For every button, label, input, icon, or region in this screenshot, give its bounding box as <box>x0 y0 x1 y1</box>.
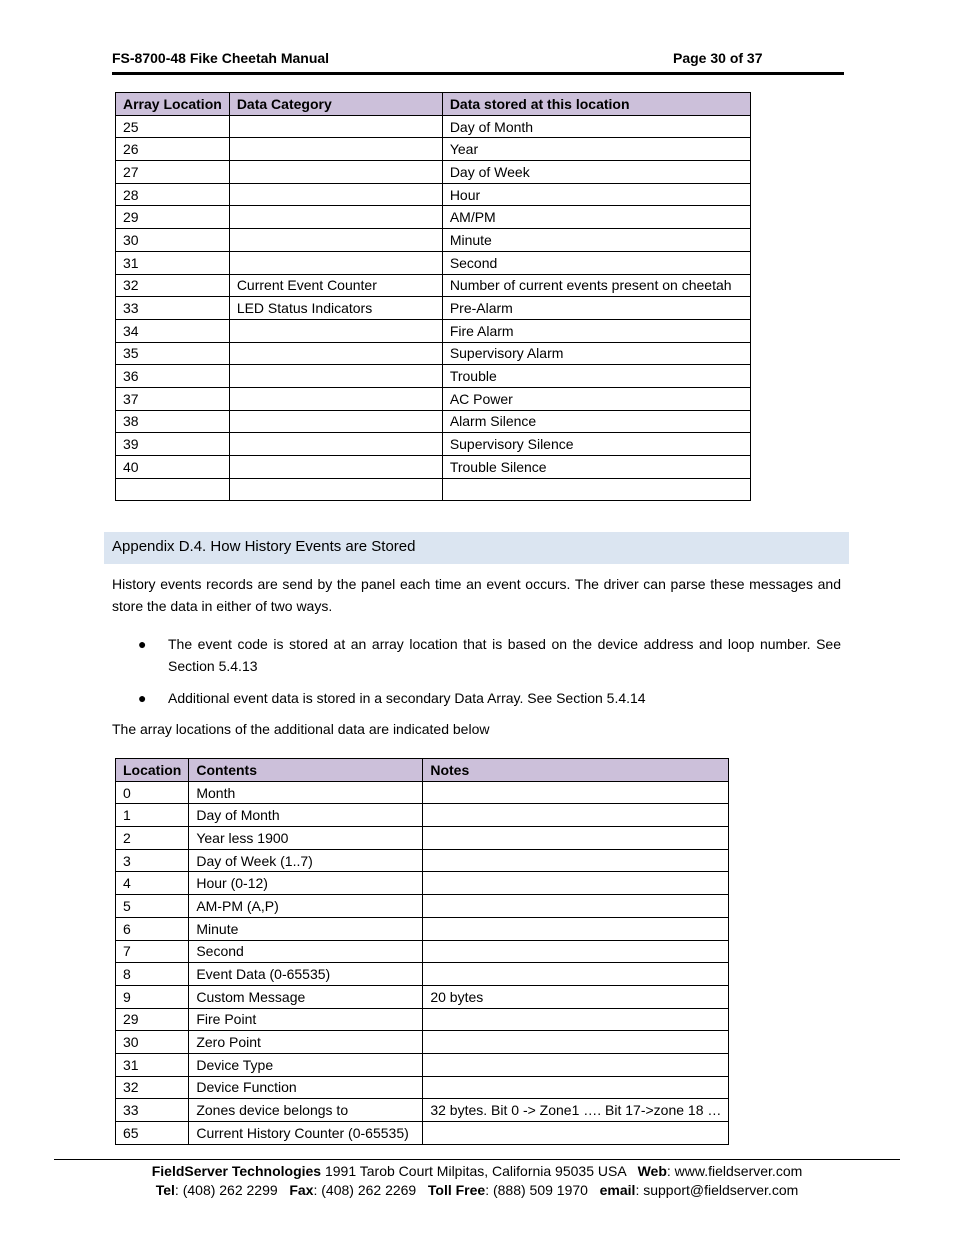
table-cell <box>423 963 729 986</box>
table-row <box>116 161 751 184</box>
table-cell <box>229 319 442 342</box>
table-cell <box>423 827 729 850</box>
lead-paragraph: The array locations of the additional data are indicated below <box>112 721 490 737</box>
table-cell: 31 <box>116 251 230 274</box>
table-cell <box>423 1122 729 1145</box>
table-header-row <box>116 93 751 116</box>
table-cell: AM/PM <box>442 206 750 229</box>
footer-tel: (408) 262 2299 <box>182 1182 278 1198</box>
table-row <box>116 985 729 1008</box>
table-cell: Hour <box>442 183 750 206</box>
table-row <box>116 849 729 872</box>
column-header-location: Location <box>116 759 189 782</box>
table-row <box>116 895 729 918</box>
table-row <box>116 365 751 388</box>
table-cell <box>229 206 442 229</box>
table-row <box>116 138 751 161</box>
page-number: Page 30 of 37 <box>673 50 763 66</box>
column-header-array-location: Array Location <box>116 93 230 116</box>
table-cell: 2 <box>116 827 189 850</box>
table-cell <box>423 872 729 895</box>
table-cell: Supervisory Alarm <box>442 342 750 365</box>
table-cell <box>229 161 442 184</box>
table-row <box>116 229 751 252</box>
section-title: Appendix D.4. How History Events are Stored <box>112 538 416 555</box>
table-cell: Event Data (0-65535) <box>189 963 423 986</box>
table-cell: 40 <box>116 456 230 479</box>
table-cell <box>229 115 442 138</box>
table-row <box>116 251 751 274</box>
footer-address: 1991 Tarob Court Milpitas, California 95035 USA <box>324 1163 626 1179</box>
table-row <box>116 1122 729 1145</box>
bullet-marker: ● <box>138 636 147 652</box>
table-cell: Alarm Silence <box>442 410 750 433</box>
table-row <box>116 940 729 963</box>
table-row <box>116 319 751 342</box>
table-cell <box>229 478 442 501</box>
footer-email-label: email <box>599 1182 636 1198</box>
bullet-item: Additional event data is stored in a secondary Data Array. See Section 5.4.14 <box>168 690 646 706</box>
footer-company: FieldServer Technologies <box>151 1163 322 1179</box>
table-cell: 36 <box>116 365 230 388</box>
table-cell: 8 <box>116 963 189 986</box>
table-cell: Day of Month <box>442 115 750 138</box>
table-cell: Minute <box>189 917 423 940</box>
footer-divider <box>54 1159 900 1160</box>
table-cell: Day of Week (1..7) <box>189 849 423 872</box>
table-cell: 34 <box>116 319 230 342</box>
table-row <box>116 1031 729 1054</box>
footer-line-2: Tel: (408) 262 2299 Fax: (408) 262 2269 Toll Free: (888) 509 1970 email: support@fieldserver.com <box>155 1182 799 1198</box>
table-cell: 31 <box>116 1053 189 1076</box>
table-cell <box>423 1076 729 1099</box>
footer-email-link[interactable]: support@fieldserver.com <box>643 1182 799 1198</box>
table-cell: 32 <box>116 1076 189 1099</box>
table-cell: Supervisory Silence <box>442 433 750 456</box>
table-cell: 33 <box>116 1099 189 1122</box>
table-cell: Current History Counter (0-65535) <box>189 1122 423 1145</box>
bullet-marker: ● <box>138 690 147 706</box>
table-cell: Year <box>442 138 750 161</box>
table-row <box>116 1076 729 1099</box>
table-cell: 0 <box>116 781 189 804</box>
table-cell: Current Event Counter <box>229 274 442 297</box>
table-cell: Trouble Silence <box>442 456 750 479</box>
footer-fax: (408) 262 2269 <box>321 1182 417 1198</box>
table-cell <box>423 940 729 963</box>
array-location-table <box>115 92 751 501</box>
table-row <box>116 804 729 827</box>
table-cell: Second <box>189 940 423 963</box>
table-row <box>116 963 729 986</box>
history-data-table <box>115 758 729 1145</box>
table-cell: 35 <box>116 342 230 365</box>
table-row <box>116 456 751 479</box>
table-body <box>116 115 751 501</box>
header-divider <box>112 72 844 75</box>
table-cell: 29 <box>116 206 230 229</box>
table-row <box>116 781 729 804</box>
table-row <box>116 206 751 229</box>
footer-tollfree: (888) 509 1970 <box>492 1182 588 1198</box>
table-cell <box>229 387 442 410</box>
table-cell: Day of Week <box>442 161 750 184</box>
table-row <box>116 183 751 206</box>
table-row <box>116 1008 729 1031</box>
table-cell: 29 <box>116 1008 189 1031</box>
table-cell <box>229 433 442 456</box>
table-cell: 65 <box>116 1122 189 1145</box>
table-cell <box>229 365 442 388</box>
table-cell: 37 <box>116 387 230 410</box>
table-header-row <box>116 759 729 782</box>
section-heading <box>104 532 849 564</box>
table-cell: Fire Point <box>189 1008 423 1031</box>
table-cell <box>116 478 230 501</box>
table-row <box>116 387 751 410</box>
table-cell: Fire Alarm <box>442 319 750 342</box>
table-cell: 7 <box>116 940 189 963</box>
bullet-item: The event code is stored at an array location that is based on the device address and loop number. See Section 5.4.13 <box>168 636 841 674</box>
table-row <box>116 297 751 320</box>
table-cell <box>229 183 442 206</box>
table-cell: Hour (0-12) <box>189 872 423 895</box>
table-cell: AC Power <box>442 387 750 410</box>
column-header-contents: Contents <box>189 759 423 782</box>
table-cell: 26 <box>116 138 230 161</box>
column-header-data-stored: Data stored at this location <box>442 93 750 116</box>
table-cell: Day of Month <box>189 804 423 827</box>
table-cell: 32 <box>116 274 230 297</box>
table-cell: 27 <box>116 161 230 184</box>
table-cell: 30 <box>116 229 230 252</box>
footer-web-link[interactable]: www.fieldserver.com <box>674 1163 803 1179</box>
column-header-notes: Notes <box>423 759 729 782</box>
table-row <box>116 1053 729 1076</box>
table-cell: Device Function <box>189 1076 423 1099</box>
table-cell: Trouble <box>442 365 750 388</box>
table-row <box>116 274 751 297</box>
table-cell: Custom Message <box>189 985 423 1008</box>
table-cell <box>423 917 729 940</box>
table-cell: Number of current events present on cheetah <box>442 274 750 297</box>
footer-line-1: FieldServer Technologies 1991 Tarob Court Milpitas, California 95035 USA Web: www.fieldserver.com <box>151 1163 803 1179</box>
table-cell: Zero Point <box>189 1031 423 1054</box>
table-cell <box>229 456 442 479</box>
table-cell: Device Type <box>189 1053 423 1076</box>
table-row <box>116 1099 729 1122</box>
table-cell <box>229 138 442 161</box>
table-cell: Second <box>442 251 750 274</box>
table-row <box>116 478 751 501</box>
table-cell <box>423 1031 729 1054</box>
table-cell <box>423 781 729 804</box>
table-cell: 30 <box>116 1031 189 1054</box>
table-cell: 25 <box>116 115 230 138</box>
table-cell: 3 <box>116 849 189 872</box>
table-row <box>116 115 751 138</box>
table-row <box>116 872 729 895</box>
table-cell: Minute <box>442 229 750 252</box>
table-row <box>116 410 751 433</box>
table-cell <box>423 1053 729 1076</box>
table-body <box>116 781 729 1144</box>
table-cell: 38 <box>116 410 230 433</box>
table-cell: 4 <box>116 872 189 895</box>
table-cell <box>229 229 442 252</box>
intro-paragraph: History events records are send by the panel each time an event occurs. The driver can parse these messages and store the data in either of two ways. <box>112 576 841 614</box>
column-header-data-category: Data Category <box>229 93 442 116</box>
table-cell: 33 <box>116 297 230 320</box>
footer-fax-label: Fax <box>289 1182 314 1198</box>
table-cell: 5 <box>116 895 189 918</box>
table-cell <box>229 410 442 433</box>
table-cell <box>423 804 729 827</box>
table-cell <box>229 342 442 365</box>
table-cell <box>229 251 442 274</box>
table-row <box>116 342 751 365</box>
table-cell: Pre-Alarm <box>442 297 750 320</box>
footer-tollfree-label: Toll Free <box>427 1182 486 1198</box>
table-cell <box>442 478 750 501</box>
table-cell: Year less 1900 <box>189 827 423 850</box>
table-cell: 6 <box>116 917 189 940</box>
table-cell <box>423 895 729 918</box>
table-cell: AM-PM (A,P) <box>189 895 423 918</box>
table-cell: 9 <box>116 985 189 1008</box>
table-cell <box>423 1008 729 1031</box>
table-cell <box>423 849 729 872</box>
document-title: FS-8700-48 Fike Cheetah Manual <box>112 50 330 66</box>
table-row <box>116 433 751 456</box>
footer-tel-label: Tel <box>155 1182 175 1198</box>
table-cell: LED Status Indicators <box>229 297 442 320</box>
footer-web-label: Web <box>637 1163 667 1179</box>
table-cell: 39 <box>116 433 230 456</box>
table-row <box>116 917 729 940</box>
table-cell: 32 bytes. Bit 0 -> Zone1 …. Bit 17->zone 18 … <box>423 1099 729 1122</box>
table-cell: Zones device belongs to <box>189 1099 423 1122</box>
table-cell: 20 bytes <box>423 985 729 1008</box>
table-cell: 28 <box>116 183 230 206</box>
table-cell: Month <box>189 781 423 804</box>
table-row <box>116 827 729 850</box>
table-cell: 1 <box>116 804 189 827</box>
